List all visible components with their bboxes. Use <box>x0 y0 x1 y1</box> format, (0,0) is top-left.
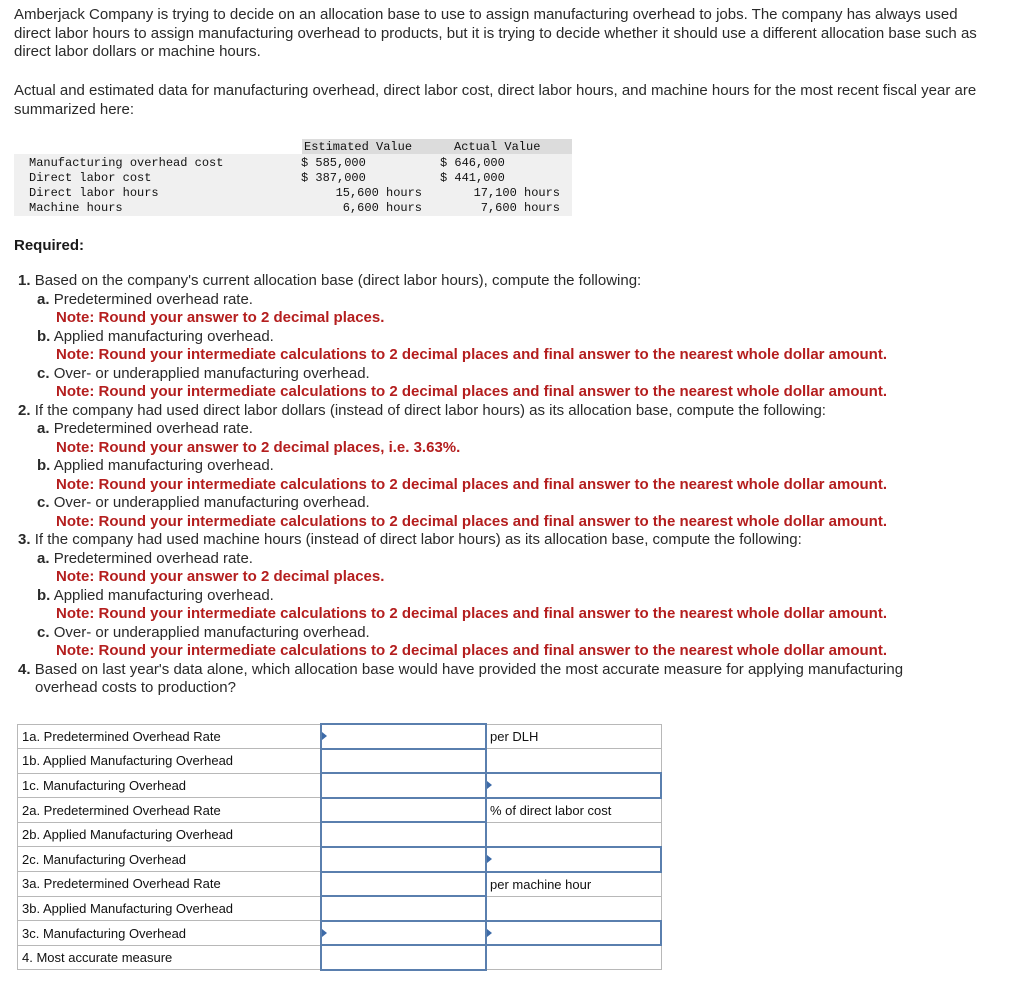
estimated-header: Estimated Value <box>304 140 413 154</box>
row-label: Machine hours <box>29 201 123 215</box>
answer-input-2b[interactable] <box>321 822 486 847</box>
question-4-continued: overhead costs to production? <box>35 679 236 696</box>
answer-unit <box>486 945 661 970</box>
intro-paragraph: Amberjack Company is trying to decide on an allocation base to use to assign manufacturing overhead to jobs. The company has always used direct labor hours to assign manufacturing overhead to products, but it is trying to decide whether it should use a different allocation base such as direct labor dollars or machine hours. <box>14 6 977 60</box>
note-1a: Note: Round your answer to 2 decimal places. <box>56 309 385 326</box>
answer-input-1b[interactable] <box>321 749 486 774</box>
question-1b: b. Applied manufacturing overhead. <box>37 327 274 345</box>
note-2a: Note: Round your answer to 2 decimal places, i.e. 3.63%. <box>56 438 461 456</box>
answer-label: 1a. Predetermined Overhead Rate <box>18 724 322 749</box>
actual-header: Actual Value <box>454 140 541 154</box>
answer-field-4[interactable] <box>322 946 485 969</box>
answer-field-1c[interactable] <box>322 774 485 797</box>
row-estimated: 6,600 hours <box>342 201 422 215</box>
note-2b: Note: Round your intermediate calculations to 2 decimal places and final answer to the nearest whole dollar amount. <box>56 475 888 493</box>
dropdown-marker-icon <box>487 855 492 863</box>
answer-input-3b[interactable] <box>321 896 486 921</box>
row-actual: 7,600 hours <box>480 201 560 215</box>
answer-row-2c <box>18 847 662 872</box>
question-2: 2. If the company had used direct labor dollars (instead of direct labor hours) as its allocation base, compute the following: <box>18 401 826 419</box>
table-row <box>14 201 572 216</box>
note-3b: Note: Round your intermediate calculations to 2 decimal places and final answer to the nearest whole dollar amount. <box>56 605 888 622</box>
answer-row-2a <box>18 798 662 823</box>
answer-row-1c <box>18 773 662 798</box>
row-estimated: $ 387,000 <box>301 171 366 185</box>
answer-label: 1b. Applied Manufacturing Overhead <box>18 749 322 774</box>
answer-unit: per DLH <box>486 724 661 749</box>
answer-row-3b <box>18 896 662 921</box>
answer-input-3c[interactable] <box>321 921 486 946</box>
answer-row-4 <box>18 945 662 970</box>
answer-row-3c <box>18 921 662 946</box>
answer-label: 3b. Applied Manufacturing Overhead <box>18 896 322 921</box>
data-table-header <box>14 139 572 154</box>
over-under-select[interactable] <box>486 773 661 798</box>
answer-label: 2a. Predetermined Overhead Rate <box>18 798 322 823</box>
answer-field-2b[interactable] <box>322 823 485 846</box>
answer-input-1c[interactable] <box>321 773 486 798</box>
answer-unit: % of direct labor cost <box>486 798 661 823</box>
question-3a: a. Predetermined overhead rate. <box>37 549 253 567</box>
answer-field-1a[interactable] <box>322 725 485 748</box>
question-2a: a. Predetermined overhead rate. <box>37 420 253 437</box>
row-estimated: $ 585,000 <box>301 156 366 170</box>
question-2b: b. Applied manufacturing overhead. <box>37 457 274 474</box>
answer-row-1a <box>18 724 662 749</box>
answer-field-3a[interactable] <box>322 873 485 896</box>
row-actual: $ 441,000 <box>440 171 505 185</box>
over-under-select[interactable] <box>486 921 661 946</box>
row-label: Manufacturing overhead cost <box>29 156 224 170</box>
answer-table <box>17 723 662 971</box>
answer-field-2c[interactable] <box>322 848 485 871</box>
row-actual: 17,100 hours <box>473 186 560 200</box>
intro-paragraph-data: Actual and estimated data for manufacturing overhead, direct labor cost, direct labor hours, and machine hours for the most recent fiscal year are summarized here: <box>14 82 977 118</box>
data-table <box>14 139 572 216</box>
note-3c: Note: Round your intermediate calculations to 2 decimal places and final answer to the nearest whole dollar amount. <box>56 642 888 659</box>
answer-field-2a[interactable] <box>322 799 485 822</box>
row-estimated: 15,600 hours <box>335 186 422 200</box>
table-row <box>14 156 572 171</box>
answer-unit <box>486 822 661 847</box>
answer-field-3b[interactable] <box>322 897 485 920</box>
question-1c: c. Over- or underapplied manufacturing overhead. <box>37 364 370 382</box>
question-3: 3. If the company had used machine hours (instead of direct labor hours) as its allocation base, compute the following: <box>18 531 802 548</box>
row-actual: $ 646,000 <box>440 156 505 170</box>
question-1: 1. Based on the company's current allocation base (direct labor hours), compute the following: <box>18 272 642 289</box>
dropdown-marker-icon <box>487 929 492 937</box>
answer-row-1b <box>18 749 662 774</box>
answer-field-1b[interactable] <box>322 750 485 773</box>
answer-input-2c[interactable] <box>321 847 486 872</box>
note-2c: Note: Round your intermediate calculations to 2 decimal places and final answer to the nearest whole dollar amount. <box>56 512 888 530</box>
question-1a: a. Predetermined overhead rate. <box>37 290 253 308</box>
answer-label: 3c. Manufacturing Overhead <box>18 921 322 946</box>
answer-row-2b <box>18 822 662 847</box>
answer-field-3c[interactable] <box>322 922 485 945</box>
answer-unit <box>486 749 661 774</box>
note-1c: Note: Round your intermediate calculations to 2 decimal places and final answer to the nearest whole dollar amount. <box>56 383 888 400</box>
answer-input-1a[interactable] <box>321 724 486 749</box>
row-label: Direct labor cost <box>29 171 152 185</box>
input-marker-icon <box>322 732 327 740</box>
dropdown-marker-icon <box>322 929 327 937</box>
table-row <box>14 186 572 201</box>
note-1b: Note: Round your intermediate calculations to 2 decimal places and final answer to the nearest whole dollar amount. <box>56 346 888 363</box>
question-3b: b. Applied manufacturing overhead. <box>37 586 274 604</box>
required-heading: Required: <box>14 237 85 254</box>
answer-input-2a[interactable] <box>321 798 486 823</box>
answer-input-4[interactable] <box>321 945 486 970</box>
note-3a: Note: Round your answer to 2 decimal places. <box>56 568 385 585</box>
answer-label: 2c. Manufacturing Overhead <box>18 847 322 872</box>
answer-unit: per machine hour <box>486 872 661 897</box>
answer-label: 3a. Predetermined Overhead Rate <box>18 872 322 897</box>
question-4: 4. Based on last year's data alone, which allocation base would have provided the most accurate measure for applying manufacturing <box>18 660 904 678</box>
answer-unit <box>486 896 661 921</box>
answer-label: 4. Most accurate measure <box>18 945 322 970</box>
question-2c: c. Over- or underapplied manufacturing overhead. <box>37 494 370 511</box>
row-label: Direct labor hours <box>29 186 159 200</box>
answer-label: 2b. Applied Manufacturing Overhead <box>18 822 322 847</box>
over-under-select[interactable] <box>486 847 661 872</box>
answer-label: 1c. Manufacturing Overhead <box>18 773 322 798</box>
answer-input-3a[interactable] <box>321 872 486 897</box>
answer-row-3a <box>18 872 662 897</box>
question-3c: c. Over- or underapplied manufacturing overhead. <box>37 623 370 641</box>
dropdown-marker-icon <box>487 781 492 789</box>
table-row <box>14 171 572 186</box>
